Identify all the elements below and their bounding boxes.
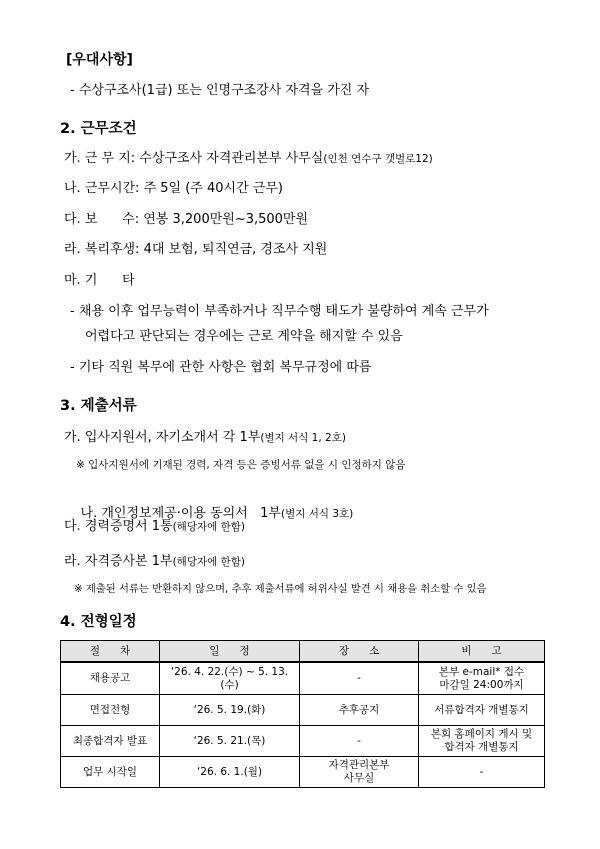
schedule-header-step: 절 차 [61,641,160,663]
schedule-header-date: 일 정 [160,641,300,663]
condition-etc-label: 마. 기 타 [64,273,135,288]
schedule-date: ‘26. 5. 19.(화) [160,695,300,726]
schedule-remark [419,726,545,757]
document-item-4-label: 라. 자격증사본 1부 [64,554,173,569]
document-item-2-label: 나. 개인정보제공·이용 동의서 1부 [80,506,281,521]
schedule-date: ‘26. 5. 21.(목) [160,726,300,757]
document-item-1-label: 가. 입사지원서, 자기소개서 각 1부 [64,430,261,445]
document-item-4 [64,553,245,571]
document-item-1 [64,429,346,447]
schedule-table [60,640,545,788]
table-row [61,695,545,726]
schedule-remark [419,662,545,695]
documents-note: ※ 제출된 서류는 반환하지 않으며, 추후 제출서류에 허위사실 발견 시 채용을 취소할 수 있음 [74,583,487,595]
schedule-remark: 서류합격자 개별통지 [419,695,545,726]
schedule-step: 최종합격자 발표 [61,726,160,757]
preference-heading: [우대사항] [66,52,133,68]
document-item-2-detail: (별지 서식 3호) [280,508,354,520]
schedule-remark-line1: 본부 e-mail* 접수 [438,665,525,678]
schedule-remark: - [419,757,545,788]
schedule-place-line2: 사무실 [343,772,375,784]
condition-location [64,150,433,168]
schedule-step: 채용공고 [61,662,160,695]
schedule-date: ‘26. 4. 22.(수) ~ 5. 13.(수) [160,662,300,695]
schedule-header-place: 장 소 [300,641,419,663]
schedule-header-row [61,641,545,663]
condition-etc-item1-line2: 어렵다고 판단되는 경우에는 근로 계약을 해지할 수 있음 [85,329,403,344]
condition-location-label: 가. 근 무 지: 수상구조사 자격관리본부 사무실 [64,151,324,166]
document-item-3-label: 다. 경력증명서 1통 [64,519,173,534]
schedule-header-remark: 비 고 [419,641,545,663]
document-item-1-detail: (별지 서식 1, 2호) [260,432,346,444]
condition-hours: 나. 근무시간: 주 5일 (주 40시간 근무) [64,181,283,196]
table-row [61,757,545,788]
condition-pay: 다. 보 수: 연봉 3,200만원~3,500만원 [64,212,309,227]
schedule-place: - [300,726,419,757]
schedule-heading: 4. 전형일정 [60,614,137,630]
documents-heading: 3. 제출서류 [60,398,137,414]
condition-location-detail: (인천 연수구 갯벌로12) [323,153,433,165]
table-row [61,726,545,757]
document-item-4-detail: (해당자에 한함) [172,556,245,568]
schedule-place: 추후공지 [300,695,419,726]
document-item-3 [64,518,245,536]
condition-etc-item2: - 기타 직원 복무에 관한 사항은 협회 복무규정에 따름 [70,360,372,375]
schedule-place: - [300,662,419,695]
schedule-place [300,757,419,788]
schedule-date: ‘26. 6. 1.(월) [160,757,300,788]
schedule-remark-line1: 본회 홈페이지 게시 및 [430,728,533,740]
condition-etc-item1-line1: - 채용 이후 업무능력이 부족하거나 직무수행 태도가 불량하여 계속 근무가 [70,304,489,319]
conditions-heading: 2. 근무조건 [60,121,137,137]
document-item-1-note: ※ 입사지원서에 기재된 경력, 자격 등은 증빙서류 없을 시 인정하지 않음 [76,459,406,471]
schedule-remark-line2: 마감일 24:00까지 [439,678,524,691]
schedule-place-line1: 자격관리본부 [328,759,390,771]
document-item-3-detail: (해당자에 한함) [172,521,245,533]
schedule-step: 업무 시작일 [61,757,160,788]
table-row [61,662,545,695]
preference-item: - 수상구조사(1급) 또는 인명구조강사 자격을 가진 자 [70,83,370,98]
schedule-remark-line2: 합격자 개별통지 [444,741,519,753]
schedule-step: 면접전형 [61,695,160,726]
condition-welfare: 라. 복리후생: 4대 보험, 퇴직연금, 경조사 지원 [64,242,328,257]
